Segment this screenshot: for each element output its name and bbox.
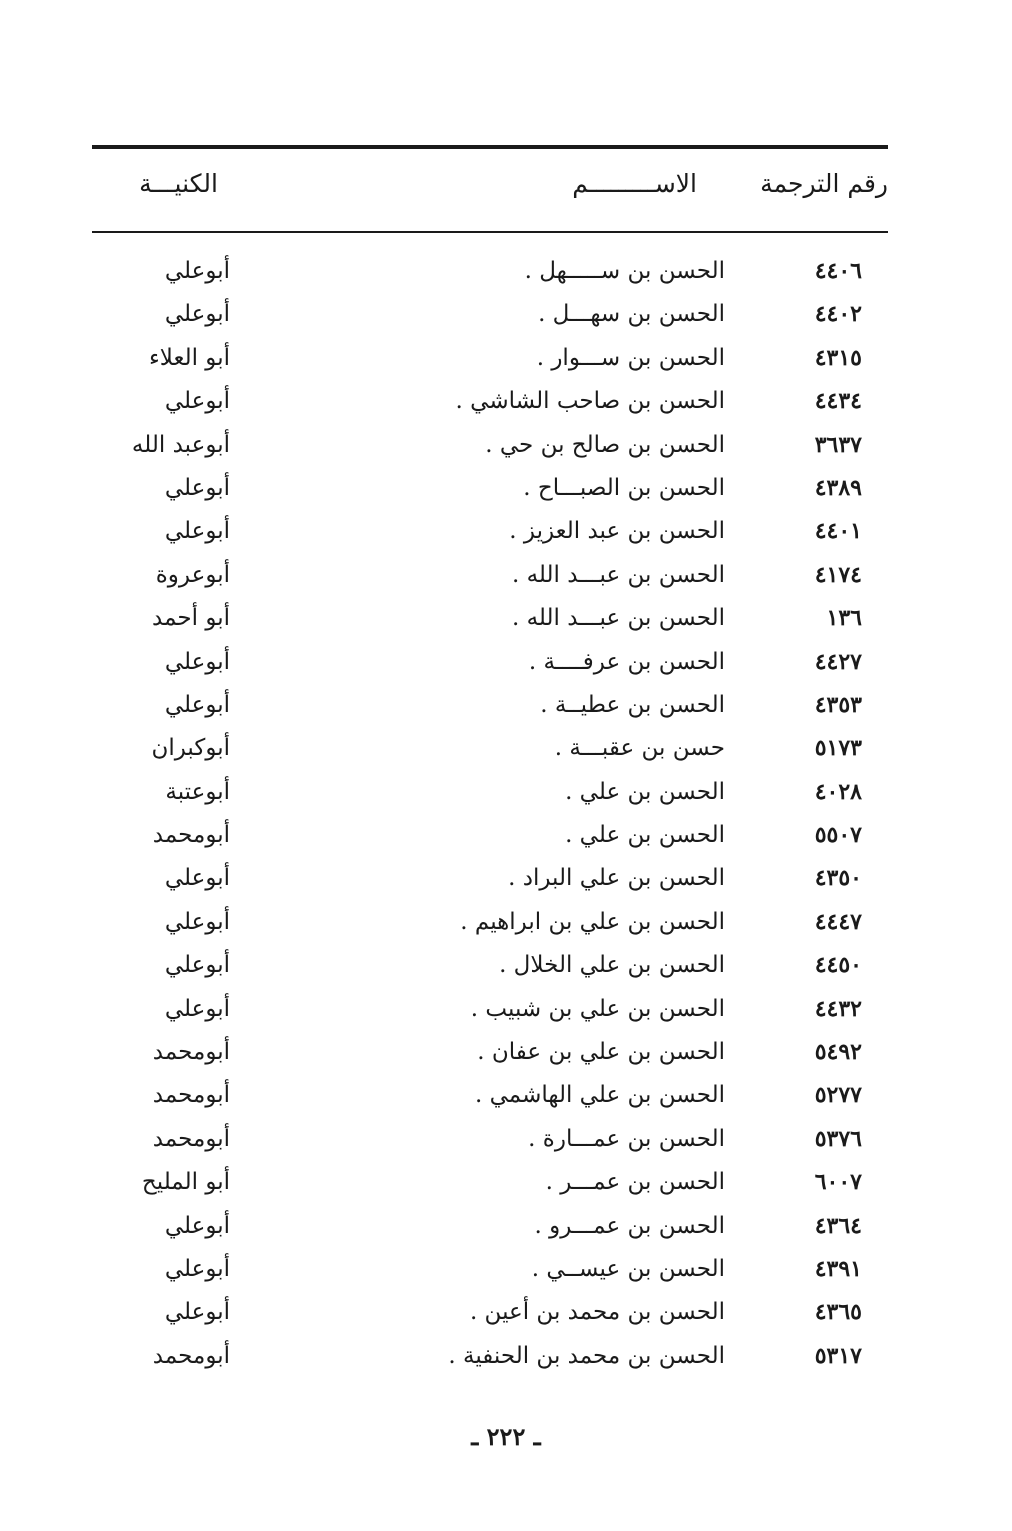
table-row: [0, 1248, 1012, 1291]
entry-name: الحسن بن عطيــة .: [540, 691, 725, 718]
entry-number: ٥١٧٣: [814, 735, 862, 762]
entry-number: ٥٥٠٧: [814, 822, 862, 849]
entry-name: الحسن بن ســـــهل .: [524, 258, 725, 284]
entry-name: الحسن بن ســـوار .: [536, 344, 725, 371]
entry-kunya: أبوعلي: [164, 1212, 230, 1239]
entry-name: الحسن بن سهـــل .: [538, 301, 725, 328]
entry-kunya: أبوعلي: [164, 1255, 230, 1282]
entry-name: الحسن بن علي البراد .: [508, 865, 725, 892]
entry-name: الحسن بن عرفــــة .: [528, 648, 725, 675]
entries-table: [0, 250, 1012, 1378]
entry-name: الحسن بن علي بن عفان .: [477, 1039, 725, 1066]
entry-kunya: أبوعلي: [164, 648, 230, 675]
entry-name: الحسن بن عبد العزيز .: [509, 518, 725, 545]
entry-kunya: أبو أحمد: [152, 605, 230, 632]
table-row: [0, 1291, 1012, 1334]
table-row: [0, 727, 1012, 770]
entry-kunya: أبوعلي: [164, 691, 230, 718]
table-row: [0, 1118, 1012, 1161]
entry-number: ٥٤٩٢: [814, 1039, 862, 1066]
entry-number: ٤٣٦٤: [814, 1212, 862, 1239]
table-row: [0, 684, 1012, 727]
table-row: [0, 901, 1012, 944]
entry-name: الحسن بن صاحب الشاشي .: [455, 388, 725, 415]
entry-kunya: أبوعتبة: [165, 778, 230, 805]
entry-kunya: أبوعبد الله: [131, 431, 230, 458]
entry-kunya: أبومحمد: [152, 1342, 230, 1369]
entry-number: ٤٤٥٠: [814, 952, 862, 979]
entry-name: الحسن بن علي الخلال .: [499, 952, 725, 979]
table-row: [0, 510, 1012, 553]
table-row: [0, 424, 1012, 467]
entry-kunya: أبوعلي: [164, 1299, 230, 1326]
entry-kunya: أبوعلي: [164, 474, 230, 501]
entry-name: الحسن بن الصبـــاح .: [523, 474, 725, 501]
table-row: [0, 1335, 1012, 1378]
table-row: [0, 293, 1012, 336]
entry-number: ٤٤٤٧: [814, 908, 862, 935]
entry-name: الحسن بن علي الهاشمي .: [475, 1082, 725, 1109]
entry-kunya: أبوعلي: [164, 388, 230, 415]
entry-kunya: أبومحمد: [152, 1039, 230, 1066]
entry-kunya: أبوعلي: [164, 952, 230, 979]
entry-kunya: أبوعلي: [164, 301, 230, 328]
entry-number: ٤٤٠٢: [814, 301, 862, 328]
entry-number: ٤٣٩١: [814, 1255, 862, 1282]
entry-name: الحسن بن عمـــارة .: [528, 1125, 725, 1152]
entry-name: الحسن بن عبـــد الله .: [511, 605, 725, 632]
entry-number: ٦٠٠٧: [814, 1169, 862, 1196]
entry-name: الحسن بن عيســي .: [531, 1255, 725, 1282]
entry-name: الحسن بن علي بن ابراهيم .: [460, 908, 725, 935]
entry-name: الحسن بن محمد بن الحنفية .: [448, 1342, 725, 1369]
entry-number: ٥٣٧٦: [814, 1125, 862, 1152]
entry-name: الحسن بن محمد بن أعين .: [469, 1299, 725, 1326]
entry-kunya: أبوكبران: [151, 735, 230, 762]
column-header-number: رقم الترجمة: [760, 169, 888, 198]
entry-kunya: أبوعروة: [155, 561, 230, 588]
entry-number: ١٣٦: [826, 605, 862, 632]
entry-number: ٤٤٠٦: [814, 258, 862, 284]
entry-kunya: أبوعلي: [164, 908, 230, 935]
page-number: ـ ٢٢٢ ـ: [471, 1422, 541, 1451]
entry-number: ٤٤٢٧: [814, 648, 862, 675]
entry-kunya: أبومحمد: [152, 1125, 230, 1152]
entry-name: الحسن بن عمـــر .: [545, 1169, 725, 1196]
entry-kunya: أبوعلي: [164, 995, 230, 1022]
column-header-name: الاســـــــــم: [572, 169, 697, 198]
table-row: [0, 988, 1012, 1031]
top-rule: [92, 145, 888, 149]
entry-name: الحسن بن علي بن شبيب .: [470, 995, 725, 1022]
table-row: [0, 337, 1012, 380]
entry-kunya: أبوعلي: [164, 258, 230, 284]
entry-number: ٤٣٥٠: [814, 865, 862, 892]
table-row: [0, 857, 1012, 900]
entry-number: ٤٣٦٥: [814, 1299, 862, 1326]
table-row: [0, 1205, 1012, 1248]
entry-number: ٤١٧٤: [814, 561, 862, 588]
entry-number: ٤٣١٥: [814, 344, 862, 371]
table-row: [0, 597, 1012, 640]
entry-name: الحسن بن علي .: [565, 778, 725, 805]
table-row: [0, 467, 1012, 510]
table-row: [0, 1161, 1012, 1204]
entry-number: ٤٤٣٢: [814, 995, 862, 1022]
table-row: [0, 250, 1012, 293]
entry-kunya: أبو المليح: [141, 1169, 230, 1196]
table-row: [0, 771, 1012, 814]
entry-number: ٤٤٠١: [814, 518, 862, 545]
table-row: [0, 554, 1012, 597]
table-row: [0, 641, 1012, 684]
entry-number: ٤٣٥٣: [814, 691, 862, 718]
entry-kunya: أبومحمد: [152, 1082, 230, 1109]
header-rule: [92, 231, 888, 233]
table-row: [0, 814, 1012, 857]
entry-number: ٤٣٨٩: [814, 474, 862, 501]
entry-kunya: أبوعلي: [164, 518, 230, 545]
table-row: [0, 944, 1012, 987]
table-row: [0, 1031, 1012, 1074]
entry-name: الحسن بن عمـــرو .: [534, 1212, 725, 1239]
entry-name: حسن بن عقبـــة .: [554, 735, 725, 762]
entry-number: ٥٣١٧: [814, 1342, 862, 1369]
table-row: [0, 380, 1012, 423]
entry-kunya: أبومحمد: [152, 822, 230, 849]
entry-name: الحسن بن صالح بن حي .: [485, 431, 725, 458]
entry-name: الحسن بن علي .: [565, 822, 725, 849]
entry-kunya: أبو العلاء: [148, 344, 230, 371]
entry-number: ٥٢٧٧: [814, 1082, 862, 1109]
entry-kunya: أبوعلي: [164, 865, 230, 892]
entry-number: ٤٠٢٨: [814, 778, 862, 805]
entry-number: ٤٤٣٤: [814, 388, 862, 415]
entry-name: الحسن بن عبـــد الله .: [511, 561, 725, 588]
column-header-kunya: الكنيـــة: [139, 169, 218, 198]
entry-number: ٣٦٣٧: [814, 431, 862, 458]
table-row: [0, 1074, 1012, 1117]
